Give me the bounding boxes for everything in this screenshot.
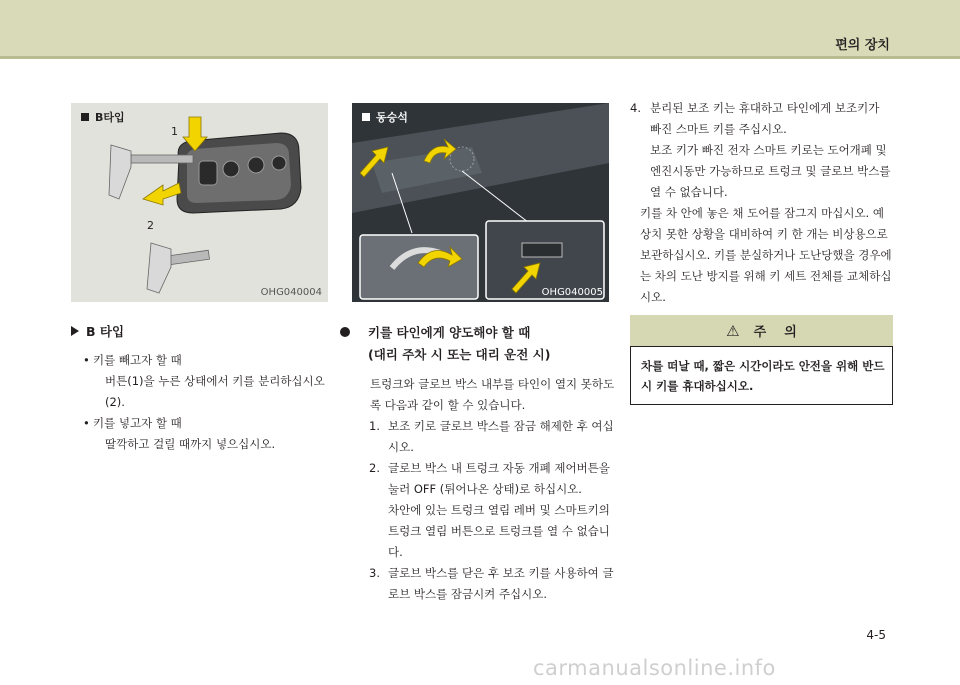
b-type-section (71, 322, 333, 455)
header-divider (0, 56, 960, 59)
list-item (630, 98, 892, 140)
list-item-detail: 버튼(1)을 누른 상태에서 키를 분리하십시오(2). (105, 374, 325, 409)
step-text: 분리된 보조 키는 휴대하고 타인에게 보조키가 빠진 스마트 키를 주십시오. (650, 101, 880, 136)
watermark: carmanualsonline.info (533, 656, 776, 680)
header-band (0, 0, 960, 56)
list-item (340, 500, 616, 563)
caution-title: 주 의 (753, 325, 797, 340)
callout-2: 2 (147, 219, 154, 232)
list-item (340, 458, 616, 500)
b-type-heading (71, 322, 333, 340)
caution-text: 차를 떠날 때, 짧은 시간이라도 안전을 위해 반드시 키를 휴대하십시오. (641, 359, 885, 393)
figure-label-text: 동승석 (376, 111, 408, 124)
step-number: 4. (630, 101, 641, 115)
step-text: 보조 키로 글로브 박스를 잠금 해제한 후 여십시오. (388, 419, 614, 454)
figure-label-text: B타입 (95, 111, 125, 124)
list-item-detail: 딸깍하고 걸릴 때까지 넣으십시오. (105, 437, 276, 451)
smart-key-illustration (71, 103, 328, 302)
list-item-detail: 보조 키가 빠진 전자 스마트 키로는 도어개폐 및 엔진시동만 가능하므로 트렁크 및 글로브 박스를 열 수 없습니다. (650, 143, 891, 199)
list-item (340, 563, 616, 605)
caution-header (630, 315, 893, 347)
right-column (630, 98, 892, 308)
warning-paragraph: 키를 차 안에 놓은 채 도어를 잠그지 마십시오. 예상치 못한 상황을 대비하여 키 한 개는 비상용으로 보관하십시오. 키를 분실하거나 도난당했을 경우에는 차의 도난 방지를 위해 키 세트 전체를 교체하십시오. (640, 206, 892, 304)
key-handover-section (340, 322, 616, 605)
glove-box-figure (352, 103, 609, 302)
square-bullet-icon (362, 113, 370, 121)
heading-line-2: (대리 주차 시 또는 대리 운전 시) (368, 347, 551, 362)
section-title: 편의 장치 (835, 38, 890, 53)
circle-bullet-icon (340, 327, 350, 337)
figure-label (362, 109, 408, 125)
list-item: • 키를 빼고자 할 때 (83, 350, 333, 371)
b-type-heading-text: B 타입 (86, 324, 125, 339)
triangle-bullet-icon (71, 326, 79, 336)
list-item (340, 416, 616, 458)
step-text: 글로브 박스 내 트렁크 자동 개폐 제어버튼을 눌러 OFF (튀어나온 상태)로 하십시오. (388, 461, 610, 496)
figure-code: OHG040005 (541, 287, 603, 298)
key-figure-b-type (71, 103, 328, 302)
callout-1: 1 (171, 125, 178, 138)
step-text: 글로브 박스를 닫은 후 보조 키를 사용하여 글로브 박스를 잠금시켜 주십시오. (388, 566, 614, 601)
heading-line-1: 키를 타인에게 양도해야 할 때 (368, 325, 531, 340)
step-number: 2. (369, 461, 380, 475)
page-number: 4-5 (866, 628, 886, 642)
figure-code: OHG040004 (260, 287, 322, 298)
caution-box (630, 315, 893, 405)
b-type-list (71, 350, 333, 455)
glove-box-illustration (352, 103, 609, 302)
intro-paragraph: 트렁크와 글로브 박스 내부를 타인이 열지 못하도록 다음과 같이 할 수 있습니다. (370, 377, 615, 412)
step-number: 3. (369, 566, 380, 580)
list-item: • 키를 넣고자 할 때 (83, 413, 333, 434)
warning-triangle-icon: ⚠ (726, 321, 740, 340)
step-text: 차안에 있는 트렁크 열림 레버 및 스마트키의 트렁크 열림 버튼으로 트렁크를 열 수 없습니다. (388, 503, 610, 559)
step-number: 1. (369, 419, 380, 433)
key-handover-heading (340, 322, 616, 366)
